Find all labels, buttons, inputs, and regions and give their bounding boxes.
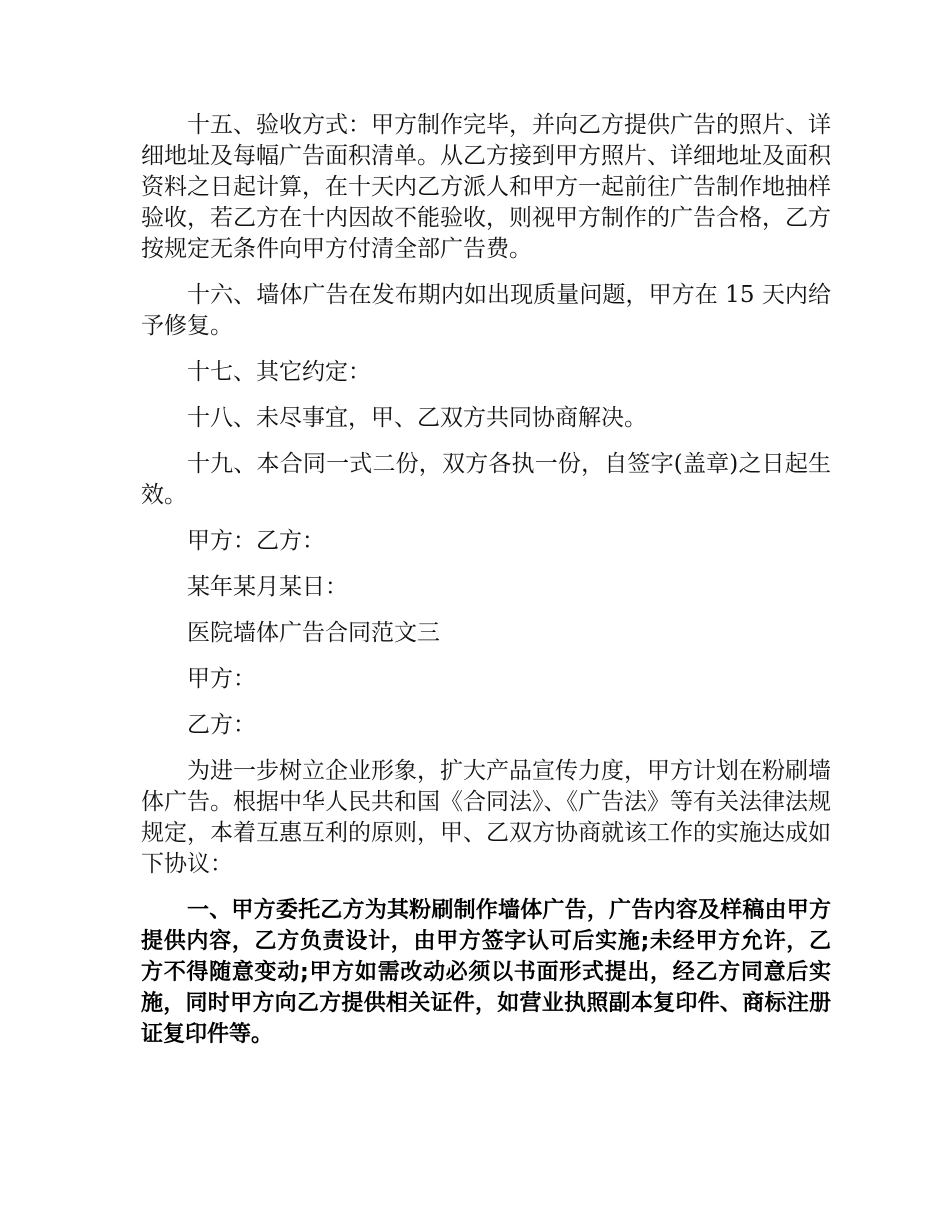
party-a-label: 甲方： [187,666,256,692]
preamble: 为进一步树立企业形象，扩大产品宣传力度，甲方计划在粉刷墙体广告。根据中华人民共和国《合同法》、《广告法》等有关法律法规规定，本着互惠互利的原则，甲、乙双方协商就该工作的实施达成如下协议： [141,758,831,877]
document-page [141,110,831,1065]
section-title: 医院墙体广告合同范文三 [187,620,440,646]
clause-17-other: 十七、其它约定： [187,359,371,385]
signature-parties: 甲方：乙方： [187,528,325,554]
clause-15-acceptance: 十五、验收方式：甲方制作完毕，并向乙方提供广告的照片、详细地址及每幅广告面积清单。从乙方接到甲方照片、详细地址及面积资料之日起计算，在十天内乙方派人和甲方一起前往广告制作地抽样验收，若乙方在十内因故不能验收，则视甲方制作的广告合格，乙方按规定无条件向甲方付清全部广告费。 [141,112,831,262]
clause-1-commission: 一、甲方委托乙方为其粉刷制作墙体广告，广告内容及样稿由甲方提供内容，乙方负责设计，由甲方签字认可后实施;未经甲方允许，乙方不得随意变动;甲方如需改动必须以书面形式提出，经乙方同意后实施，同时甲方向乙方提供相关证件，如营业执照副本复印件、商标注册证复印件等。 [141,898,831,1047]
clause-19-effect: 十九、本合同一式二份，双方各执一份，自签字(盖章)之日起生效。 [141,451,831,508]
clause-16-repair: 十六、墙体广告在发布期内如出现质量问题，甲方在 15 天内给予修复。 [141,282,831,339]
clause-18-negotiation: 十八、未尽事宜，甲、乙双方共同协商解决。 [187,405,647,431]
signature-date: 某年某月某日： [187,574,348,600]
party-b-label: 乙方： [187,712,256,738]
